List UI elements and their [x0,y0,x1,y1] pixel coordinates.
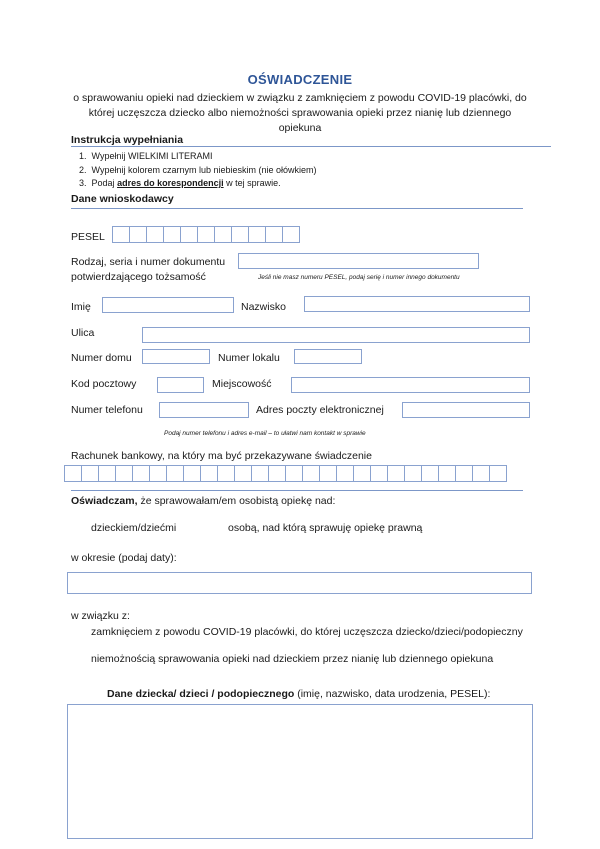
pesel-digit-cell[interactable] [129,226,147,243]
pesel-digit-cell[interactable] [282,226,300,243]
house-number-label: Numer domu [71,352,132,364]
bank-digit-cell[interactable] [455,465,473,482]
bank-digit-cell[interactable] [166,465,184,482]
document-label-line1: Rodzaj, seria i numer dokumentu [71,256,226,268]
city-input[interactable] [291,377,530,393]
first-name-input[interactable] [102,297,234,313]
pesel-digit-cell[interactable] [231,226,249,243]
bank-digit-cell[interactable] [149,465,167,482]
pesel-digit-cell[interactable] [163,226,181,243]
last-name-label: Nazwisko [241,301,286,313]
period-label: w okresie (podaj daty): [71,552,177,564]
page-title: OŚWIADCZENIE [247,72,353,87]
postcode-label: Kod pocztowy [71,378,137,390]
bank-digit-cell[interactable] [98,465,116,482]
last-name-input[interactable] [304,296,530,312]
instructions-divider [71,146,551,147]
house-number-input[interactable] [142,349,210,364]
city-label: Miejscowość [212,378,272,390]
reason-nanny-unavailable[interactable]: niemożnością sprawowania opieki nad dzieckiem przez nianię lub dziennego opiekuna [91,653,494,665]
pesel-digit-cell[interactable] [180,226,198,243]
pesel-digit-cell[interactable] [146,226,164,243]
period-input[interactable] [67,572,532,594]
instructions-heading: Instrukcja wypełniania [71,134,184,146]
pesel-label: PESEL [71,231,105,243]
document-note: Jeśli nie masz numeru PESEL, podaj serię i numer innego dokumentu [258,274,460,281]
bank-digit-cell[interactable] [404,465,422,482]
bank-account-label: Rachunek bankowy, na który ma być przekazywane świadczenie [71,450,372,462]
child-data-input[interactable] [67,704,533,839]
pesel-digit-cell[interactable] [248,226,266,243]
phone-label: Numer telefonu [71,404,143,416]
instructions-list [79,150,317,191]
bank-digit-cell[interactable] [200,465,218,482]
bank-digit-cell[interactable] [472,465,490,482]
contact-note: Podaj numer telefonu i adres e-mail – to ułatwi nam kontakt w sprawie [164,430,366,437]
street-label: Ulica [71,327,95,339]
reason-label: w związku z: [71,610,130,622]
bank-digit-cell[interactable] [81,465,99,482]
bank-divider [71,490,523,491]
applicant-heading: Dane wnioskodawcy [71,193,174,205]
pesel-digit-cell[interactable] [214,226,232,243]
bank-digit-cell[interactable] [285,465,303,482]
email-input[interactable] [402,402,530,418]
document-label-line2: potwierdzającego tożsamość [71,271,206,283]
instruction-item: 3. Podaj adres do korespondencji w tej sprawie. [79,178,281,188]
bank-digit-cell[interactable] [353,465,371,482]
pesel-input[interactable] [113,226,300,243]
bank-account-input[interactable] [65,465,507,482]
bank-digit-cell[interactable] [115,465,133,482]
document-number-input[interactable] [238,253,479,269]
bank-digit-cell[interactable] [302,465,320,482]
option-children[interactable]: dzieckiem/dziećmi [91,522,177,534]
option-legal-ward[interactable]: osobą, nad którą sprawuję opiekę prawną [228,522,423,534]
pesel-digit-cell[interactable] [112,226,130,243]
email-label: Adres poczty elektronicznej [256,404,384,416]
bank-digit-cell[interactable] [370,465,388,482]
instruction-item: 2. Wypełnij kolorem czarnym lub niebieskim (nie ołówkiem) [79,164,317,175]
bank-digit-cell[interactable] [234,465,252,482]
bank-digit-cell[interactable] [421,465,439,482]
bank-digit-cell[interactable] [438,465,456,482]
bank-digit-cell[interactable] [64,465,82,482]
phone-input[interactable] [159,402,249,418]
declaration-text: Oświadczam, że sprawowałam/em osobistą opiekę nad: [71,495,336,507]
pesel-digit-cell[interactable] [197,226,215,243]
pesel-digit-cell[interactable] [265,226,283,243]
postcode-input[interactable] [157,377,204,393]
flat-number-label: Numer lokalu [218,352,280,364]
flat-number-input[interactable] [294,349,362,364]
bank-digit-cell[interactable] [336,465,354,482]
bank-digit-cell[interactable] [132,465,150,482]
applicant-divider [71,208,523,209]
bank-digit-cell[interactable] [268,465,286,482]
page-subtitle: o sprawowaniu opieki nad dzieckiem w związku z zamknięciem z powodu COVID-19 placówki, do której uczęszcza dziecko albo niemożności sprawowania opieki przez nianię lub dziennego opiekuna [73,92,527,134]
street-input[interactable] [142,327,530,343]
reason-facility-closure[interactable]: zamknięciem z powodu COVID-19 placówki, do której uczęszcza dziecko/dzieci/podopieczny [91,626,523,638]
bank-digit-cell[interactable] [183,465,201,482]
child-data-label: Dane dziecka/ dzieci / podopiecznego (imię, nazwisko, data urodzenia, PESEL): [107,688,491,700]
bank-digit-cell[interactable] [251,465,269,482]
instruction-item: 1. Wypełnij WIELKIMI LITERAMI [79,151,213,161]
bank-digit-cell[interactable] [387,465,405,482]
first-name-label: Imię [71,301,91,313]
bank-digit-cell[interactable] [489,465,507,482]
bank-digit-cell[interactable] [217,465,235,482]
bank-digit-cell[interactable] [319,465,337,482]
